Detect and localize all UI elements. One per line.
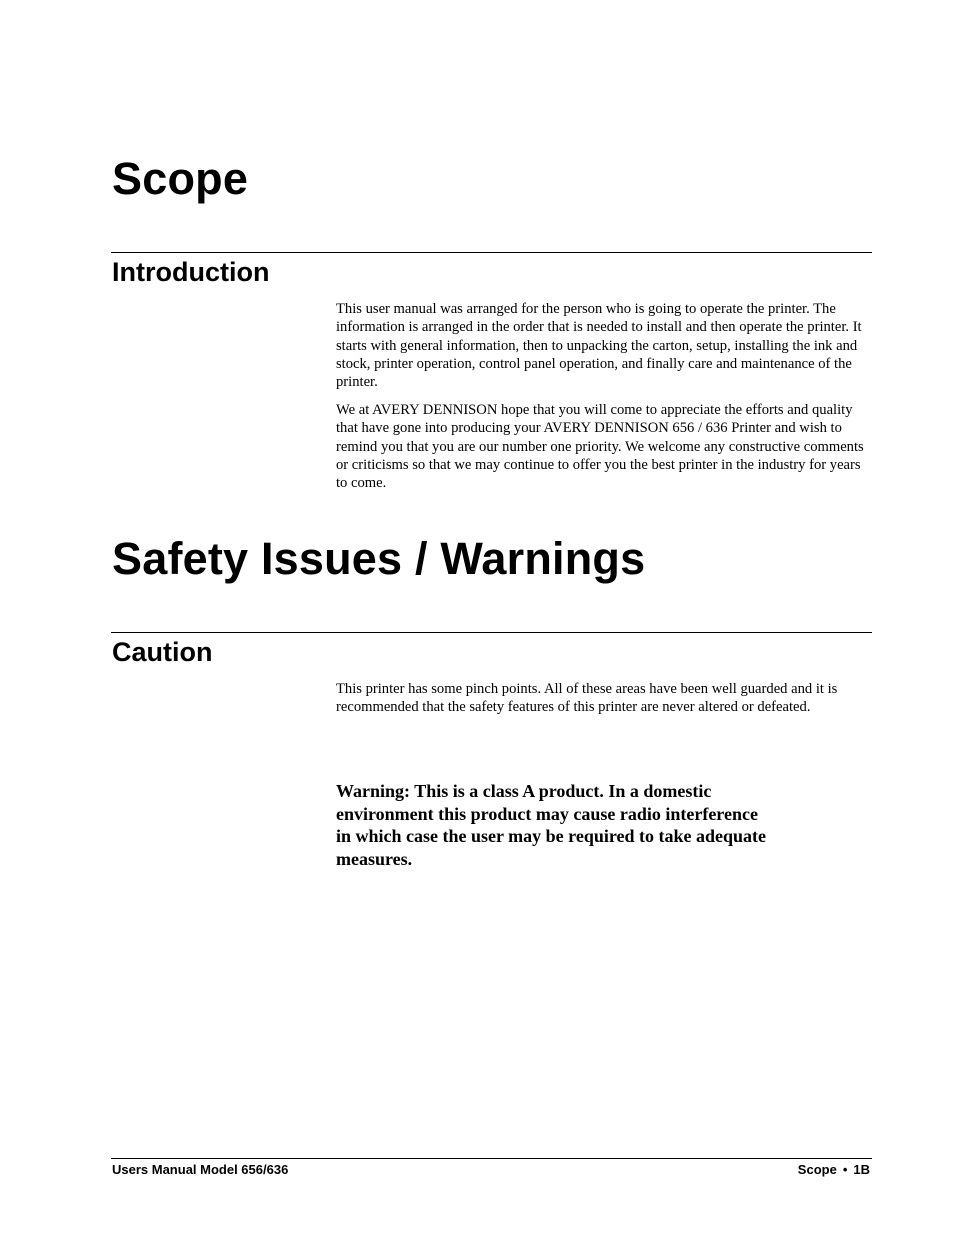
class-a-warning: Warning: This is a class A product. In a domestic environment this product may cause radio interference in which case the user may be required to take adequate measures.	[336, 781, 766, 869]
introduction-paragraph-1: This user manual was arranged for the person who is going to operate the printer. The information is arranged in the order that is needed to install and then operate the printer. It starts with general information, then to unpacking the carton, setup, installing the ink and stock, printer operation, control panel operation, and finally care and maintenance of the printer.	[336, 301, 862, 391]
chapter-title-scope: Scope	[112, 153, 249, 204]
footer-manual-title: Users Manual Model 656/636	[112, 1162, 289, 1177]
caution-paragraph: This printer has some pinch points. All of these areas have been well guarded and it is recommended that the safety features of this printer are never altered or defeated.	[336, 681, 838, 716]
section-divider	[111, 632, 872, 633]
footer-page-info	[798, 1162, 870, 1177]
footer-bullet: •	[842, 1162, 848, 1177]
footer-divider	[111, 1158, 872, 1159]
footer-section-name: Scope	[797, 1162, 837, 1177]
footer-page-number: 1B	[853, 1162, 870, 1177]
section-divider	[111, 252, 872, 253]
section-heading-introduction: Introduction	[112, 257, 270, 287]
section-heading-caution: Caution	[112, 637, 213, 667]
chapter-title-safety: Safety Issues / Warnings	[112, 533, 646, 584]
introduction-paragraph-2: We at AVERY DENNISON hope that you will come to appreciate the efforts and quality that have gone into producing your AVERY DENNISON 656 / 636 Printer and wish to remind you that you are our number one priority. We welcome any constructive comments or criticisms so that we may continue to offer you the best printer in the industry for years to come.	[336, 402, 864, 492]
